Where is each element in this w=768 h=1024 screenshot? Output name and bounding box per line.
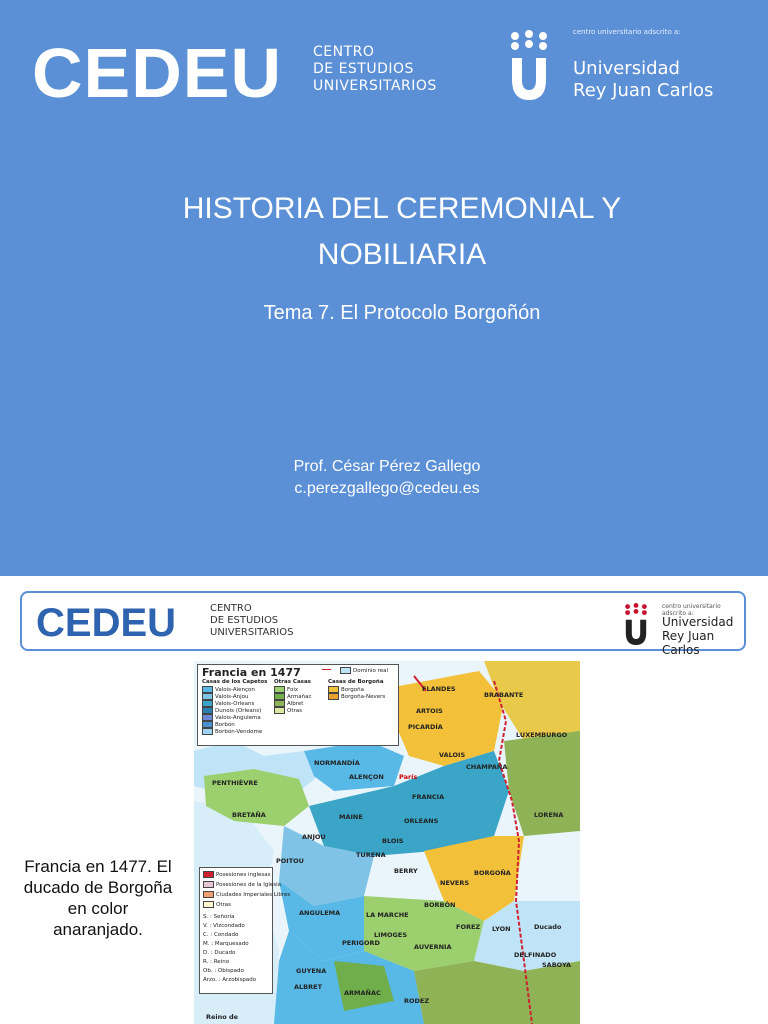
legend-item: Foix: [274, 686, 298, 693]
map-label: BERRY: [394, 867, 418, 875]
map-caption: Francia en 1477. El ducado de Borgoña en color anaranjado.: [23, 857, 173, 939]
map-label: BORGOÑA: [474, 869, 511, 877]
map-label: ANGULEMA: [299, 909, 341, 917]
map-label: FLANDES: [422, 685, 456, 693]
urjc-emblem-icon: [507, 30, 551, 100]
slide-header: [20, 591, 746, 657]
map-label: PENTHIÈVRE: [212, 779, 258, 787]
cedeu-logo-subtitle: CENTRO DE ESTUDIOS UNIVERSITARIOS: [313, 44, 437, 94]
map-label: ALENÇON: [349, 773, 384, 781]
urjc-tagline: centro universitario adscrito a:: [662, 603, 721, 617]
legend-item: Otras: [203, 901, 231, 908]
legend-item: Valois-Orleans: [202, 700, 254, 707]
map-slide: [0, 576, 768, 1024]
legend-item: Valois-Alençon: [202, 686, 255, 693]
map-label: París: [399, 773, 418, 781]
map-label: LUXEMBURGO: [516, 731, 568, 739]
map-label: Reino de: [206, 1013, 239, 1021]
map-label: ARMAÑAC: [344, 989, 381, 997]
legend-item: Borgoña-Nevers: [328, 693, 385, 700]
legend-item: Borbón-Vendome: [202, 728, 262, 735]
map-label: Ducado: [534, 923, 562, 931]
urjc-tagline: centro universitario adscrito a:: [573, 28, 681, 36]
cedeu-logo: CEDEU: [32, 34, 283, 112]
map-label: BLOIS: [382, 837, 404, 845]
map-label: BORBÓN: [424, 901, 456, 909]
map-label: FOREZ: [456, 923, 481, 931]
map-label: LA MARCHE: [366, 911, 409, 919]
map-label: FRANCIA: [412, 793, 445, 801]
map-label: NORMANDÍA: [314, 759, 360, 767]
map-label: VALOIS: [439, 751, 466, 759]
legend-item: Posesiones inglesas: [203, 871, 271, 878]
map-label: BRABANTE: [484, 691, 524, 699]
urjc-emblem-icon: [622, 603, 650, 645]
map-label: LIMOGES: [374, 931, 408, 939]
legend-item: Albret: [274, 700, 303, 707]
professor-info: [200, 456, 574, 500]
map-label: DELFINADO: [514, 951, 557, 959]
urjc-name: Universidad Rey Juan Carlos: [573, 58, 714, 101]
map-label: PERIGORD: [342, 939, 380, 947]
map-label: SABOYA: [542, 961, 572, 969]
france-1477-map: [194, 661, 580, 1024]
map-title: Francia en 1477: [202, 666, 301, 679]
map-label: ALBRET: [294, 983, 323, 991]
map-label: PICARDÍA: [408, 723, 443, 731]
course-title: HISTORIA DEL CEREMONIAL Y NOBILIARIA: [182, 192, 622, 271]
professor-email: c.perezgallego@cedeu.es: [294, 480, 480, 497]
legend-item: Dunois (Orleans): [202, 707, 261, 714]
map-label: LYON: [492, 925, 511, 933]
map-label: RODEZ: [404, 997, 430, 1005]
map-label: NEVERS: [440, 879, 470, 887]
cedeu-logo: CEDEU: [36, 601, 177, 645]
map-label: ANJOU: [302, 833, 326, 841]
legend-item: Valois-Anjou: [202, 693, 248, 700]
map-legend-secondary: Posesiones inglesas Posesiones de la Iglesia Ciudades Imperiales Libres Otras S. : Señoría V. : Vizcondado C. : Condado M. : Marquesado D. : Ducado R. : Reino Ob. : Obispado Arzo. : Arzobispado: [199, 867, 273, 994]
map-label: LORENA: [534, 811, 564, 819]
legend-item: Posesiones de la Iglesia: [203, 881, 281, 888]
legend-item: Valois-Angulema: [202, 714, 261, 721]
map-label: AUVERNIA: [414, 943, 452, 951]
legend-item: Borbón: [202, 721, 235, 728]
urjc-name: Universidad Rey Juan Carlos: [662, 615, 734, 657]
map-label: BRETAÑA: [232, 811, 266, 819]
legend-item: Dominio real: [340, 667, 388, 674]
map-label: ARTOIS: [416, 707, 443, 715]
topic-subtitle: Tema 7. El Protocolo Borgoñón: [263, 302, 541, 324]
map-legend: Francia en 1477 Dominio real Casas de los Capetos Otras Casas Casas de Borgoña Valois-Alençon Valois-Anjou Valois-Orleans Dunois (Orleans) Valois-Angulema Borbón Borbón-Vendome Foix Armañac Albret Otras Borgoña Borgoña-Nevers: [197, 664, 399, 746]
map-label: POITOU: [276, 857, 304, 865]
map-label: MAINE: [339, 813, 363, 821]
legend-item: Otras: [274, 707, 302, 714]
legend-item: Borgoña: [328, 686, 364, 693]
professor-name: Prof. César Pérez Gallego: [293, 458, 481, 475]
legend-item: Armañac: [274, 693, 312, 700]
map-label: GUYENA: [296, 967, 327, 975]
map-label: ORLEANS: [404, 817, 439, 825]
cedeu-logo-subtitle: CENTRO DE ESTUDIOS UNIVERSITARIOS: [210, 603, 294, 638]
map-label: TURENA: [356, 851, 386, 859]
map-label: CHAMPAÑA: [466, 763, 508, 771]
legend-item: Ciudades Imperiales Libres: [203, 891, 290, 898]
